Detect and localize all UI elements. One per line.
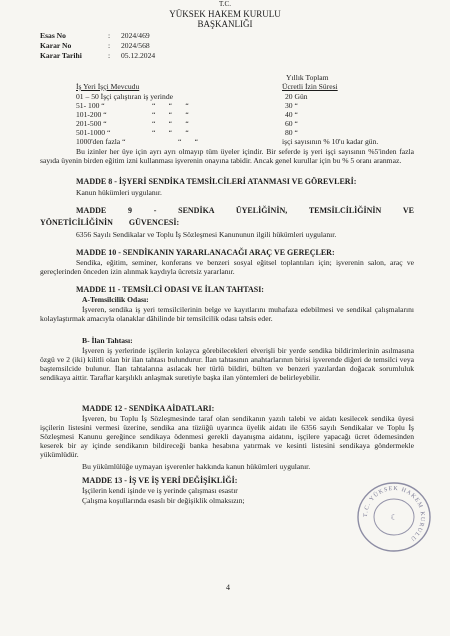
article-12-text: İşveren, bu Toplu İş Sözleşmesinde taraf olan sendikanın yazılı talebi ve aidatı kesilecek sendika üyesi işçilerin listesini vermesi üzerine, sendika ana tüzüğü uyarınca üyelik aidatı ile 6356 sayılı Sendikalar ve Toplu İş Sözleşmesi Kanunu gereğince sendikaya ödenmesi gerekli dayanışma aidatını, işçilere yapacağı ücret ödemesinden keserek bir ay içinde sendikanın bildireceği banka hesabına yatırmak ve kesinti listesini sendikaya göndermekle yükümlüdür. <box>40 414 414 459</box>
article-12-text-2: Bu yükümlülüğe uymayan işverenler hakkında kanun hükümleri uygulanır. <box>82 462 311 471</box>
table-row-ditto: “ “ “ <box>152 101 189 110</box>
article-13-line-1: İşçilerin kendi işinde ve iş yerinde çalışması esastır <box>82 486 238 495</box>
table-row-range: 101-200 “ <box>76 110 107 119</box>
article-11-b-text: İşveren iş yerlerinde işçilerin kolayca görebilecekleri elverişli bir yerde sendika bildirimlerinin asılmasına özgü ve 2 (iki) kilitli olan bir ilan tahtası bulundurur. İlan tahtasının anahtarlarının birisi işverende diğeri de temsilci veya baştemsilcide bulunur. İlan tahtalarına asılacak her türlü bildiri, bülten ve benzeri yazılardan doğacak sorumluluk sendikaya aittir. Taraflar karşılıklı anlaşmak suretiyle başka ilan yöntemleri de belirleyebilir. <box>40 346 414 382</box>
esas-sep: : <box>108 31 111 40</box>
table-row-days: 40 “ <box>285 110 298 119</box>
karar-sep: : <box>108 41 111 50</box>
esas-label: Esas No <box>40 31 66 40</box>
header-tc: T.C. <box>219 0 231 8</box>
article-13-title: MADDE 13 - İŞ VE İŞ YERİ DEĞİŞİKLİĞİ: <box>82 476 238 485</box>
table-row-ditto: “ “ <box>178 137 199 146</box>
article-11-a-title: A-Temsilcilik Odası: <box>82 295 149 304</box>
tarih-sep: : <box>108 51 111 60</box>
stamp-text: T.C. YÜKSEK HAKEM KURULU <box>362 485 426 543</box>
table-row-days: 80 “ <box>285 128 298 137</box>
karar-label: Karar No <box>40 41 72 50</box>
tarih-label: Karar Tarihi <box>40 51 82 60</box>
official-stamp <box>348 478 440 556</box>
table-row-ditto: “ “ “ <box>152 119 189 128</box>
page-number: 4 <box>226 583 230 592</box>
table-row-days: işçi sayısının % 10'u kadar gün. <box>282 137 379 146</box>
table-row-range: 201-500 “ <box>76 119 107 128</box>
table-row-ditto: “ “ “ <box>152 110 189 119</box>
article-8-text: Kanun hükümleri uygulanır. <box>76 188 162 197</box>
article-13-line-2: Çalışma koşullarında esaslı bir değişiklik olmaksızın; <box>82 496 245 505</box>
article-8-title: MADDE 8 - İŞYERİ SENDİKA TEMSİLCİLERİ ATANMASI VE GÖREVLERİ: <box>76 177 357 186</box>
karar-value: 2024/568 <box>121 41 150 50</box>
article-12-title: MADDE 12 - SENDİKA AİDATLARI: <box>82 404 215 413</box>
esas-value: 2024/469 <box>121 31 150 40</box>
article-10-title: MADDE 10 - SENDİKANIN YARARLANACAĞI ARAÇ VE GEREÇLER: <box>76 248 335 257</box>
table-row-ditto: “ “ “ <box>152 128 189 137</box>
header-dept: BAŞKANLIĞI <box>197 19 253 29</box>
paragraph-education-leave: Bu izinler her üye için ayrı ayrı olmayıp tüm üyeler içindir. Bir seferde iş yeri işçi sayısının %5'inden fazla sayıda üyenin birden eğitim izni kullanması işverenin onayına tabidir. Ancak genel kurullar için bu % 5 oranı aranmaz. <box>40 147 414 165</box>
article-11-a-text: İşveren, sendika iş yeri temsilcilerinin belge ve kayıtlarını muhafaza edebilmesi ve sendikal çalışmalarını kolaylaştırmak amacıyla olanaklar dâhilinde bir temsilcilik odası tahsis eder. <box>40 305 414 323</box>
header-org: YÜKSEK HAKEM KURULU <box>169 9 281 19</box>
article-10-text: Sendika, eğitim, seminer, konferans ve benzeri sosyal eğitsel toplantıları için; işverenin salon, araç ve gereçlerinden önceden izin alınmak kaydıyla ücretsiz yararlanır. <box>40 258 414 276</box>
tarih-value: 05.12.2024 <box>121 51 156 60</box>
table-header-workforce: İş Yeri İşçi Mevcudu <box>76 82 140 91</box>
table-header-leave: Ücretli İzin Süresi <box>282 82 338 91</box>
table-row-days: 20 Gün <box>285 92 308 101</box>
table-row-range: 501-1000 “ <box>76 128 111 137</box>
svg-text:☾: ☾ <box>390 513 398 522</box>
article-9-text: 6356 Sayılı Sendikalar ve Toplu İş Sözleşmesi Kanununun ilgili hükümleri uygulanır. <box>76 230 337 239</box>
table-row-range: 51- 100 “ <box>76 101 105 110</box>
table-header-yearly: Yıllık Toplam <box>286 73 329 82</box>
article-11-b-title: B- İlan Tahtası: <box>82 336 133 345</box>
article-11-title: MADDE 11 - TEMSİLCİ ODASI VE İLAN TAHTASI: <box>76 285 264 294</box>
article-9-title: MADDE 9 - SENDİKA ÜYELİĞİNİN, TEMSİLCİLİĞİNİN VE YÖNETİCİLİĞİNİN GÜVENCESİ: <box>40 206 414 227</box>
table-row-range: 01 – 50 İşçi çalıştıran iş yerinde <box>76 92 174 101</box>
table-row-days: 30 “ <box>285 101 298 110</box>
table-row-days: 60 “ <box>285 119 298 128</box>
table-row-range: 1000'den fazla “ <box>76 137 126 146</box>
